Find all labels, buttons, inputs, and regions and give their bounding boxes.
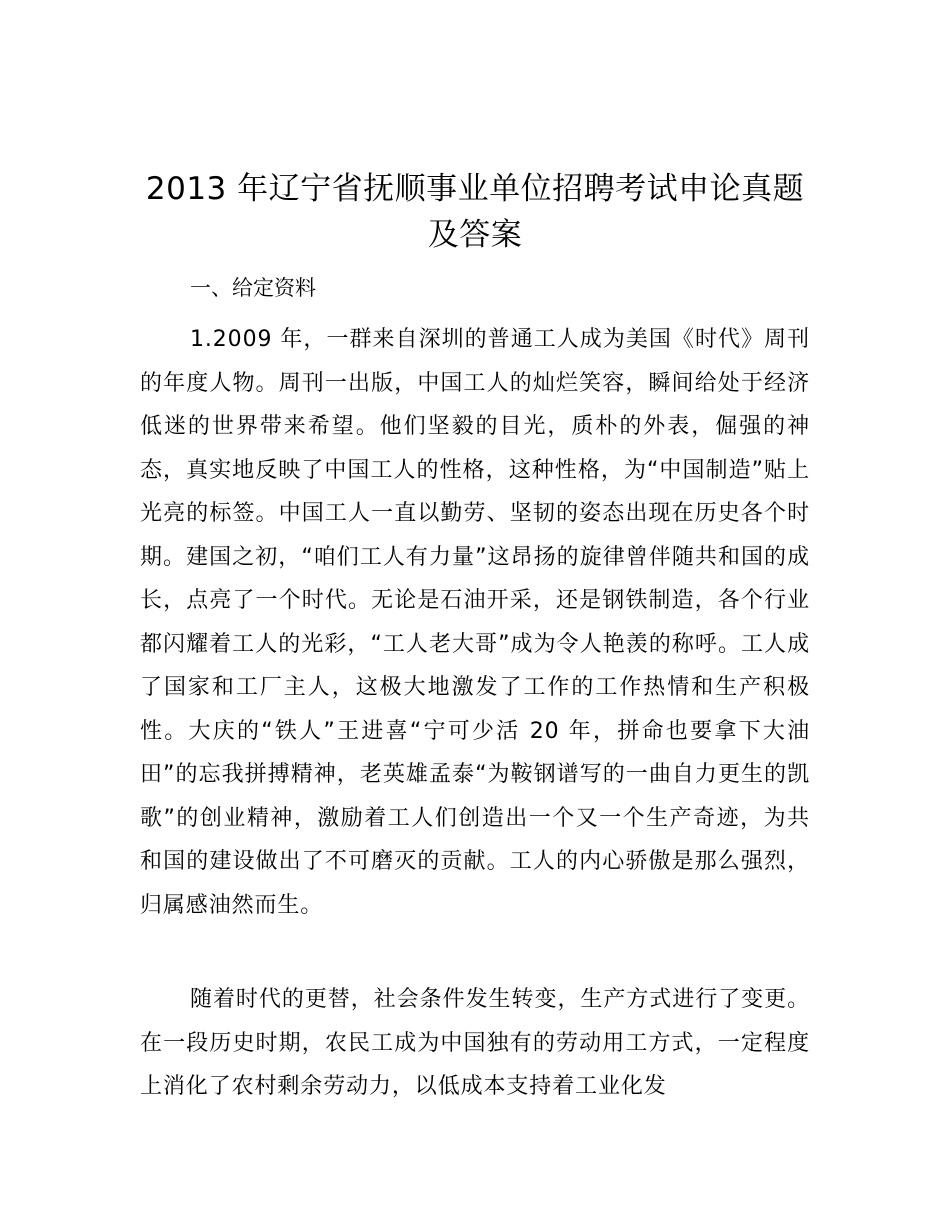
paragraph-2: 随着时代的更替，社会条件发生转变，生产方式进行了变更。在一段历史时期，农民工成为中国独有的劳动用工方式，一定程度上消化了农村剩余劳动力，以低成本支持着工业化发 bbox=[140, 987, 810, 1099]
section-heading: 一、给定资料 bbox=[190, 276, 316, 300]
document-title: 2013 年辽宁省抚顺事业单位招聘考试申论真题及答案 bbox=[145, 171, 805, 253]
paragraph-1: 1.2009 年，一群来自深圳的普通工人成为美国《时代》周刊的年度人物。周刊一出版，中国工人的灿烂笑容，瞬间给处于经济低迷的世界带来希望。他们坚毅的目光，质朴的外表，倔强的神态，真实地反映了中国工人的性格，这种性格，为“中国制造”贴上光亮的标签。中国工人一直以勤劳、坚韧的姿态出现在历史各个时期。建国之初，“咱们工人有力量”这昂扬的旋律曾伴随共和国的成长，点亮了一个时代。无论是石油开采，还是钢铁制造，各个行业都闪耀着工人的光彩，“工人老大哥”成为令人艳羡的称呼。工人成了国家和工厂主人，这极大地激发了工作的工作热情和生产积极性。大庆的“铁人”王进喜“宁可少活 20 年，拼命也要拿下大油田”的忘我拼搏精神，老英雄孟泰“为鞍钢谱写的一曲自力更生的凯歌”的创业精神，激励着工人们创造出一个又一个生产奇迹，为共和国的建设做出了不可磨灭的贡献。工人的内心骄傲是那么强烈，归属感油然而生。 bbox=[140, 327, 810, 918]
